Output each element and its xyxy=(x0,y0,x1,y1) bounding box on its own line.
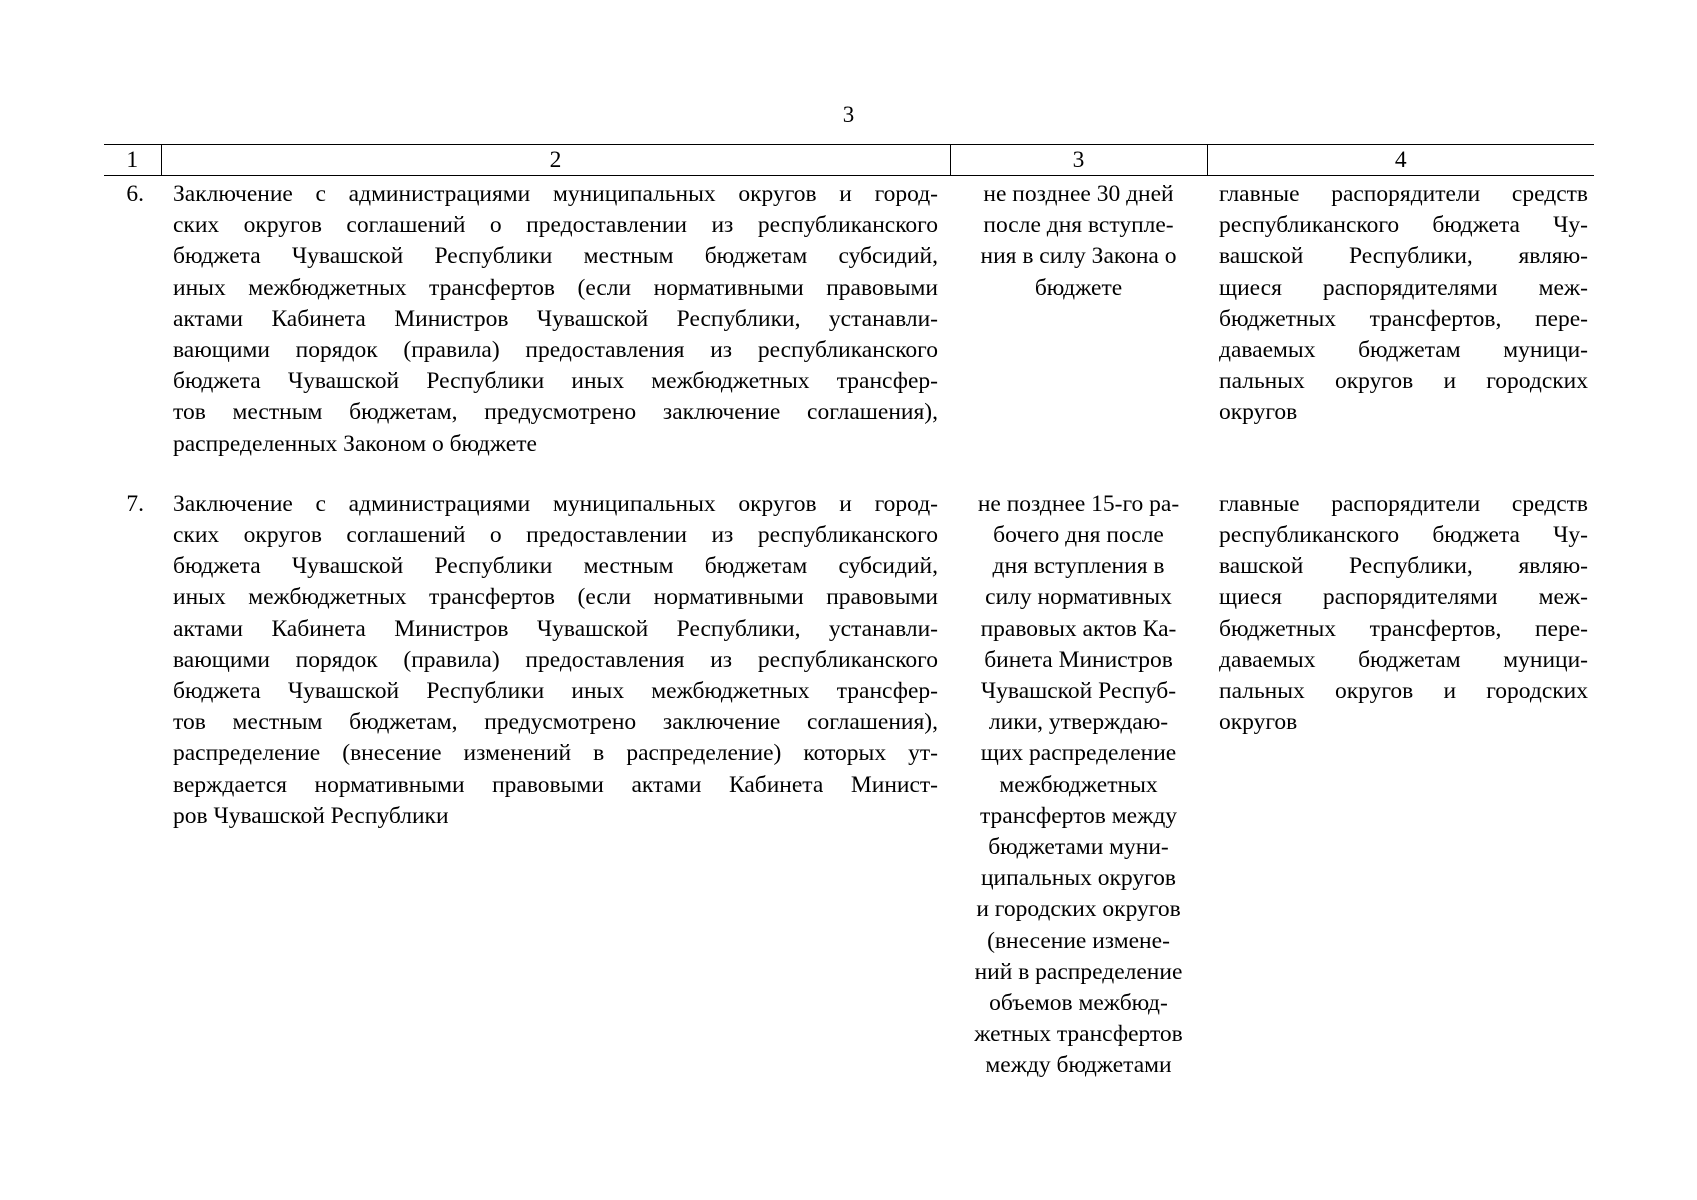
text-line: вашской Республики, являю- xyxy=(1219,553,1588,580)
text-line: Заключение с администрациями муниципальных округов и город- xyxy=(173,490,938,517)
text-line: бюджетных трансфертов, пере- xyxy=(1219,305,1588,332)
text-line: не позднее 15-го ра- xyxy=(977,490,1180,517)
text-line: бинета Министров xyxy=(984,646,1173,673)
table-header-row xyxy=(104,145,1594,176)
text-line: ских округов соглашений о предоставлении из республиканского xyxy=(173,212,938,239)
row-responsible xyxy=(1207,176,1594,489)
text-line: иных межбюджетных трансфертов (если нормативными правовыми xyxy=(173,584,938,611)
text-line: иных межбюджетных трансфертов (если нормативными правовыми xyxy=(173,274,938,301)
text-line: после дня вступле- xyxy=(983,212,1174,239)
text-line: между бюджетами xyxy=(985,1052,1172,1079)
text-line: распределение (внесение изменений в распределение) которых ут- xyxy=(173,740,938,767)
table-row xyxy=(104,176,1594,489)
row-number: 7. xyxy=(126,490,144,517)
row-description xyxy=(161,176,950,489)
column-header-1: 1 xyxy=(104,145,161,176)
text-line: бочего дня после xyxy=(993,522,1164,549)
row-deadline xyxy=(950,489,1207,1082)
text-line: тов местным бюджетам, предусмотрено заключение соглашения), xyxy=(173,709,938,736)
text-line: даваемых бюджетам муници- xyxy=(1219,646,1588,673)
text-line: жетных трансфертов xyxy=(974,1021,1183,1048)
text-line: ний в распределение xyxy=(974,958,1183,985)
text-line: бюджете xyxy=(1034,274,1123,301)
text-line: тов местным бюджетам, предусмотрено заключение соглашения), xyxy=(173,399,938,426)
text-line: пальных округов и городских xyxy=(1219,368,1588,395)
text-line: щиеся распорядителями меж- xyxy=(1219,274,1588,301)
schedule-table xyxy=(104,144,1594,1082)
text-line: ципальных округов xyxy=(980,865,1177,892)
text-line: лики, утверждаю- xyxy=(988,709,1169,736)
text-line: щих распределение xyxy=(980,740,1177,767)
text-line: республиканского бюджета Чу- xyxy=(1219,212,1588,239)
text-line: бюджета Чувашской Республики иных межбюджетных трансфер- xyxy=(173,368,938,395)
table-row xyxy=(104,489,1594,1082)
text-line: актами Кабинета Министров Чувашской Республики, устанавли- xyxy=(173,615,938,642)
text-line: силу нормативных xyxy=(985,584,1172,611)
text-line: Заключение с администрациями муниципальных округов и город- xyxy=(173,181,938,207)
column-header-3: 3 xyxy=(950,145,1207,176)
text-line: бюджетных трансфертов, пере- xyxy=(1219,615,1588,642)
text-line: главные распорядители средств xyxy=(1219,181,1588,207)
text-line: даваемых бюджетам муници- xyxy=(1219,337,1588,364)
text-line: республиканского бюджета Чу- xyxy=(1219,522,1588,549)
text-line: и городских округов xyxy=(976,896,1181,923)
column-header-4: 4 xyxy=(1207,145,1594,176)
text-line: пальных округов и городских xyxy=(1219,678,1588,705)
text-line: актами Кабинета Министров Чувашской Республики, устанавли- xyxy=(173,305,938,332)
text-line: Чувашской Респуб- xyxy=(980,678,1177,705)
text-line: бюджетами муни- xyxy=(988,834,1169,861)
text-line: ров Чувашской Республики xyxy=(173,802,449,829)
text-line: правовых актов Ка- xyxy=(980,615,1177,642)
text-line: бюджета Чувашской Республики иных межбюджетных трансфер- xyxy=(173,678,938,705)
text-line: верждается нормативными правовыми актами Кабинета Минист- xyxy=(173,771,938,798)
row-responsible xyxy=(1207,489,1594,1082)
text-line: распределенных Законом о бюджете xyxy=(173,430,537,457)
text-line: объемов межбюд- xyxy=(989,990,1168,1017)
text-line: ния в силу Закона о xyxy=(980,243,1177,270)
text-line: бюджета Чувашской Республики местным бюджетам субсидий, xyxy=(173,553,938,580)
page-number: 3 xyxy=(842,102,855,127)
text-line: вающими порядок (правила) предоставления из республиканского xyxy=(173,337,938,364)
text-line: вающими порядок (правила) предоставления из республиканского xyxy=(173,646,938,673)
text-line: бюджета Чувашской Республики местным бюджетам субсидий, xyxy=(173,243,938,270)
text-line: (внесение измене- xyxy=(987,927,1170,954)
text-line: дня вступления в xyxy=(992,553,1165,580)
text-line: вашской Республики, являю- xyxy=(1219,243,1588,270)
text-line: не позднее 30 дней xyxy=(983,181,1174,207)
text-line: округов xyxy=(1219,399,1298,426)
text-line: ских округов соглашений о предоставлении из республиканского xyxy=(173,522,938,549)
row-description xyxy=(161,489,950,1082)
column-header-2: 2 xyxy=(161,145,950,176)
text-line: главные распорядители средств xyxy=(1219,490,1588,517)
text-line: округов xyxy=(1219,709,1298,736)
text-line: межбюджетных xyxy=(999,771,1158,798)
text-line: трансфертов между xyxy=(979,802,1178,829)
text-line: щиеся распорядителями меж- xyxy=(1219,584,1588,611)
row-number: 6. xyxy=(126,181,144,207)
row-deadline xyxy=(950,176,1207,489)
